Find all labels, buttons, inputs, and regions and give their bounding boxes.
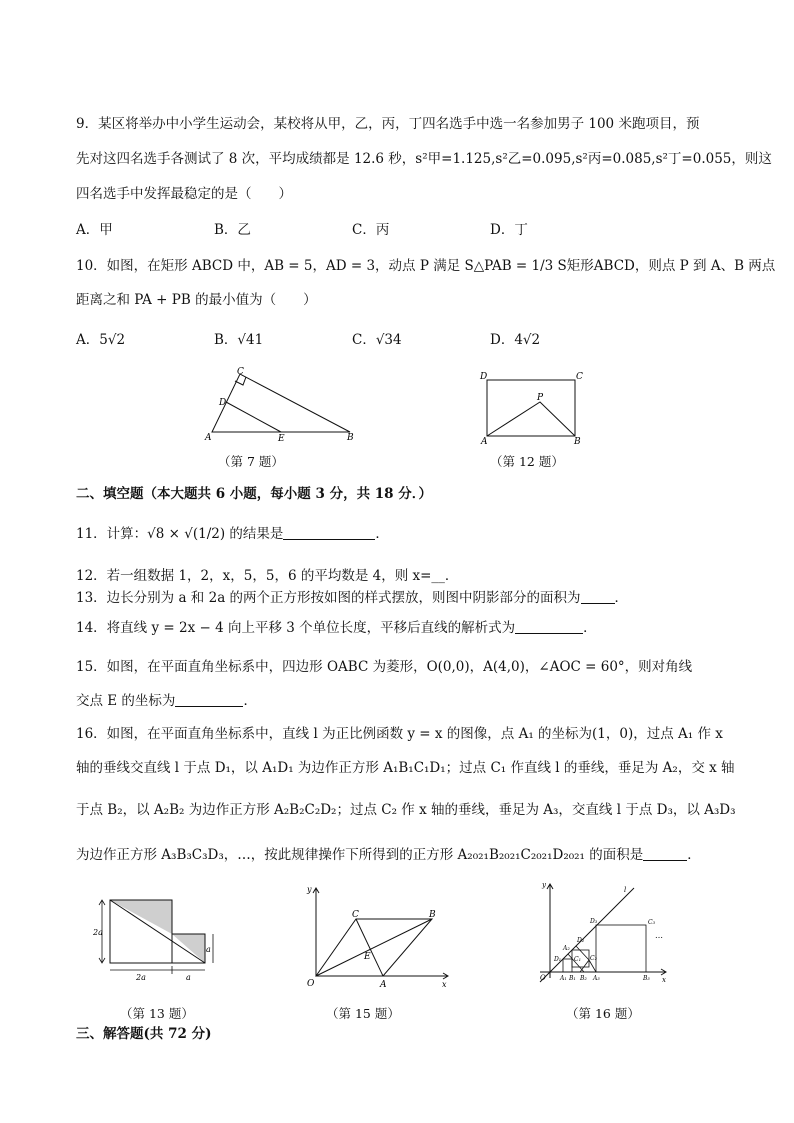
q15-line1: 15．如图，在平面直角坐标系中，四边形 OABC 为菱形，O(0,0)，A(4,0)，∠AOC = 60°，则对角线: [76, 659, 693, 675]
q16-label-b2: B₂: [580, 975, 587, 982]
q16-text: 为边作正方形 A₃B₃C₃D₃，…，按此规律操作下所得到的正方形 A₂₀₂₁B₂₀₂₁C₂₀₂₁D₂₀₂₁ 的面积是: [76, 847, 644, 863]
q15-text: 交点 E 的坐标为: [76, 693, 176, 709]
q13-text: 13．边长分别为 a 和 2a 的两个正方形按如图的样式摆放，则图中阴影部分的面积为: [76, 590, 581, 606]
q13-label-2a-left: 2a: [93, 928, 103, 937]
section2-heading: 二、填空题（本大题共 6 小题，每小题 3 分，共 18 分．）: [76, 486, 433, 502]
q11-line: [76, 524, 389, 544]
q16-label-y: y: [542, 881, 546, 889]
q12-label-d: D: [480, 372, 488, 382]
q16-line2: 轴的垂线交直线 l 于点 D₁，以 A₁D₁ 为边作正方形 A₁B₁C₁D₁；过点 C₁ 作直线 l 的垂线，垂足为 A₂，交 x 轴: [76, 760, 735, 776]
q16-label-a3: A₃: [593, 975, 600, 982]
q13-answer-blank: [581, 589, 615, 604]
q16-answer-blank: [643, 846, 687, 861]
q15-label-c: C: [352, 910, 359, 920]
q16-label-a2: A₂: [563, 945, 570, 952]
q10-option-c: C．√34: [352, 332, 402, 348]
q9-line2: 先对这四名选手各测试了 8 次，平均成绩都是 12.6 秒，s²甲=1.125,s²乙=0.095,s²丙=0.085,s²丁=0.055，则这: [76, 151, 772, 167]
q16-caption: （第 16 题）: [566, 1006, 640, 1021]
q13-end: ．: [614, 590, 629, 606]
q9-option-a: A．甲: [76, 222, 113, 238]
q10-line1: 10．如图，在矩形 ABCD 中，AB = 5，AD = 3，动点 P 满足 S△PAB = 1/3 S矩形ABCD，则点 P 到 A、B 两点: [76, 258, 776, 274]
q11-end: ．: [375, 526, 389, 542]
figure-q15: [304, 884, 454, 992]
figure-q13: [92, 892, 218, 982]
q12-line: 12．若一组数据 1，2，x，5，5，6 的平均数是 4，则 x=__．: [76, 568, 459, 584]
q11-text: 11．计算：√8 × √(1/2) 的结果是: [76, 526, 284, 542]
q16-label-l: l: [624, 886, 627, 894]
q12-caption: （第 12 题）: [490, 454, 564, 469]
q14-text: 14．将直线 y = 2x − 4 向上平移 3 个单位长度，平移后直线的解析式为: [76, 620, 516, 636]
q9-line1: 9．某区将举办中小学生运动会，某校将从甲，乙，丙，丁四名选手中选一名参加男子 100 米跑项目，预: [76, 116, 700, 132]
q16-line1: 16．如图，在平面直角坐标系中，直线 l 为正比例函数 y = x 的图像，点 A₁ 的坐标为(1，0)，过点 A₁ 作 x: [76, 726, 723, 742]
q15-label-y: y: [307, 885, 312, 894]
q15-label-e: E: [364, 952, 371, 962]
q10-option-d: D．4√2: [490, 332, 541, 348]
q7-caption: （第 7 题）: [218, 454, 284, 469]
section3-heading: 三、解答题(共 72 分): [76, 1026, 212, 1042]
q9-option-c: C．丙: [352, 222, 390, 238]
q16-label-b1: B₁: [569, 975, 576, 982]
q10-line2: 距离之和 PA + PB 的最小值为（ ）: [76, 292, 317, 308]
q16-label-x: x: [662, 976, 666, 984]
q13-label-a-bottom: a: [186, 973, 191, 982]
q9-option-d: D．丁: [490, 222, 528, 238]
q14-end: ．: [583, 620, 597, 636]
q13-caption: （第 13 题）: [120, 1006, 194, 1021]
q16-label-c2: C₂: [590, 955, 597, 962]
q14-answer-blank: [515, 619, 583, 634]
q16-label-d2: D₂: [577, 937, 585, 944]
q16-label-d3: D₃: [590, 918, 598, 925]
q12-label-a: A: [481, 437, 488, 447]
q15-caption: （第 15 题）: [326, 1006, 400, 1021]
q16-label-b3: B₃: [643, 975, 650, 982]
q7-label-c: C: [237, 367, 244, 377]
q15-label-b: B: [429, 910, 436, 920]
q12-label-c: C: [576, 372, 583, 382]
q13-line: [76, 588, 628, 608]
q9-line3: 四名选手中发挥最稳定的是（ ）: [76, 186, 292, 202]
q15-label-o: O: [307, 979, 315, 989]
q15-line2: [76, 691, 257, 711]
q16-label-ellipsis: …: [655, 931, 663, 940]
q13-label-a-right: a: [206, 945, 211, 954]
q13-label-2a-bottom: 2a: [136, 973, 146, 982]
q16-label-d1: D₁: [554, 956, 562, 963]
q10-option-a: A．5√2: [76, 332, 126, 348]
q7-label-d: D: [219, 398, 227, 408]
q16-label-o: O: [540, 974, 546, 982]
q11-answer-blank: [283, 525, 375, 540]
q12-label-p: P: [537, 393, 544, 403]
q7-label-a: A: [205, 433, 212, 443]
q16-line4: [76, 845, 701, 865]
q16-line3: 于点 B₂，以 A₂B₂ 为边作正方形 A₂B₂C₂D₂；过点 C₂ 作 x 轴的垂线，垂足为 A₃，交直线 l 于点 D₃，以 A₃D₃: [76, 802, 736, 818]
q16-end: ．: [687, 847, 701, 863]
q16-label-c3: C₃: [648, 919, 655, 926]
q16-label-a1: A₁: [560, 975, 567, 982]
q9-option-b: B．乙: [214, 222, 251, 238]
figure-q7: [200, 364, 370, 444]
q14-line: [76, 618, 597, 638]
figure-q16: [532, 880, 672, 984]
q15-label-x: x: [442, 980, 447, 989]
figure-q12: [478, 368, 588, 448]
q12-label-b: B: [574, 437, 581, 447]
q10-option-b: B．√41: [214, 332, 264, 348]
q7-label-e: E: [278, 434, 285, 444]
q16-label-c1: C₁: [574, 956, 581, 963]
q15-label-a: A: [380, 980, 387, 990]
q15-answer-blank: [175, 692, 243, 707]
q7-label-b: B: [347, 433, 354, 443]
q15-end: ．: [243, 693, 257, 709]
